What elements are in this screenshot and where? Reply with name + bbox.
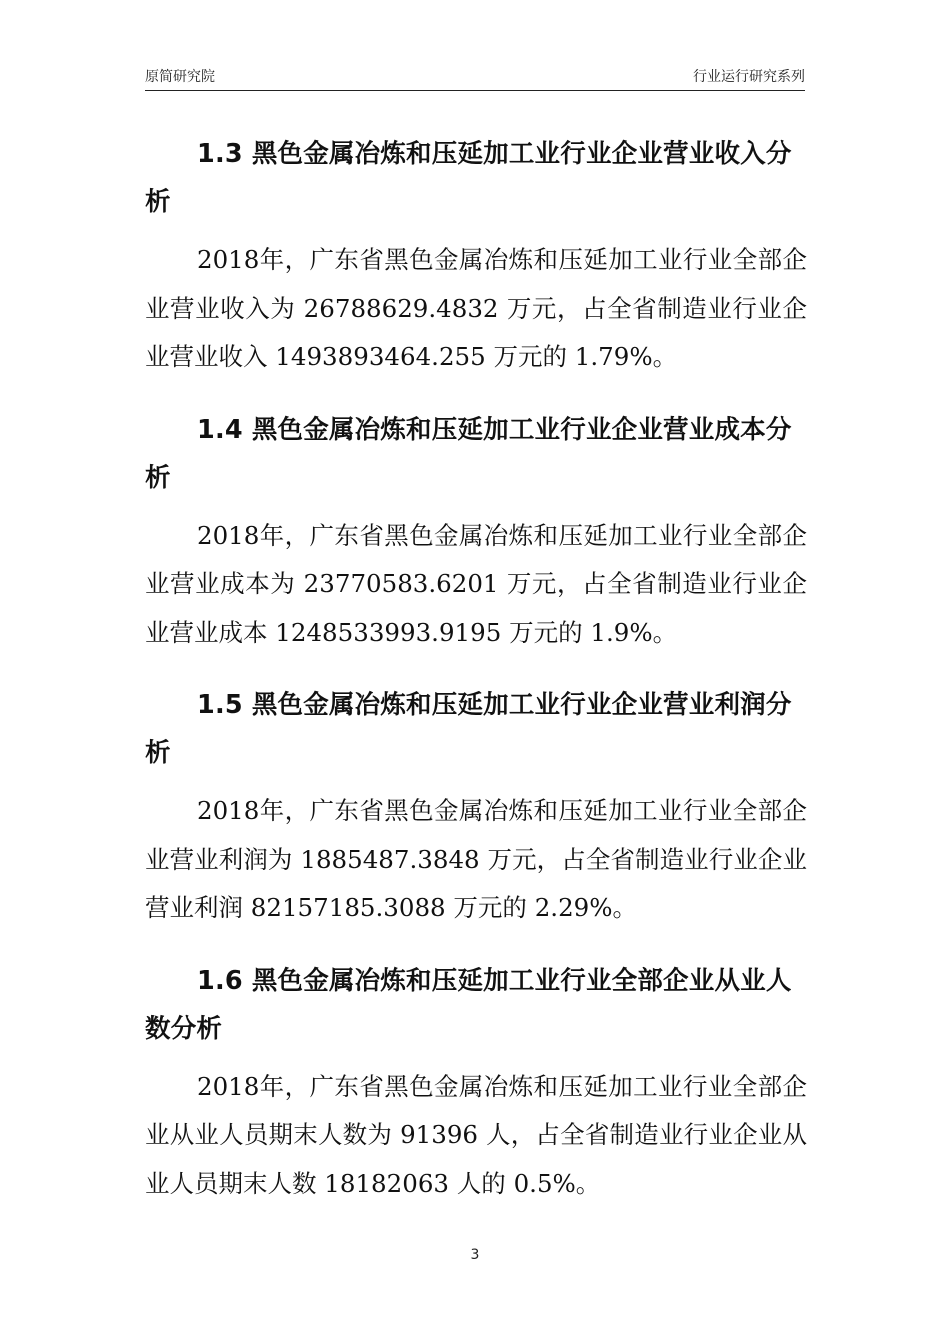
section-heading: 1.6 黑色金属冶炼和压延加工业行业全部企业从业人数分析 [145,965,792,1044]
section-paragraph: 2018年，广东省黑色金属冶炼和压延加工业行业全部企业从业人员期末人数为 91396 人，占全省制造业行业企业从业人员期末人数 18182063 人的 0.5%。 [145,1071,807,1198]
section-paragraph: 2018年，广东省黑色金属冶炼和压延加工业行业全部企业营业利润为 1885487.3848 万元，占全省制造业行业企业营业利润 82157185.3088 万元的 2.29%。 [145,796,807,922]
section-revenue [145,130,807,382]
page-header [145,66,805,91]
section-profit [145,681,807,933]
section-cost [145,406,807,658]
section-heading: 1.3 黑色金属冶炼和压延加工业行业企业营业收入分析 [145,139,792,217]
section-heading: 1.5 黑色金属冶炼和压延加工业行业企业营业利润分析 [145,690,792,768]
header-organization: 原简研究院 [145,69,215,85]
header-series-title: 行业运行研究系列 [693,69,805,85]
section-heading: 1.4 黑色金属冶炼和压延加工业行业企业营业成本分析 [145,414,792,493]
page-number: 3 [470,1247,480,1263]
section-paragraph: 2018年，广东省黑色金属冶炼和压延加工业行业全部企业营业收入为 26788629.4832 万元，占全省制造业行业企业营业收入 1493893464.255 万元的 1.79%。 [145,245,807,371]
document-body [145,130,807,1232]
section-paragraph: 2018年，广东省黑色金属冶炼和压延加工业行业全部企业营业成本为 23770583.6201 万元，占全省制造业行业企业营业成本 1248533993.9195 万元的 1.9%。 [145,520,807,647]
section-employees [145,957,807,1209]
